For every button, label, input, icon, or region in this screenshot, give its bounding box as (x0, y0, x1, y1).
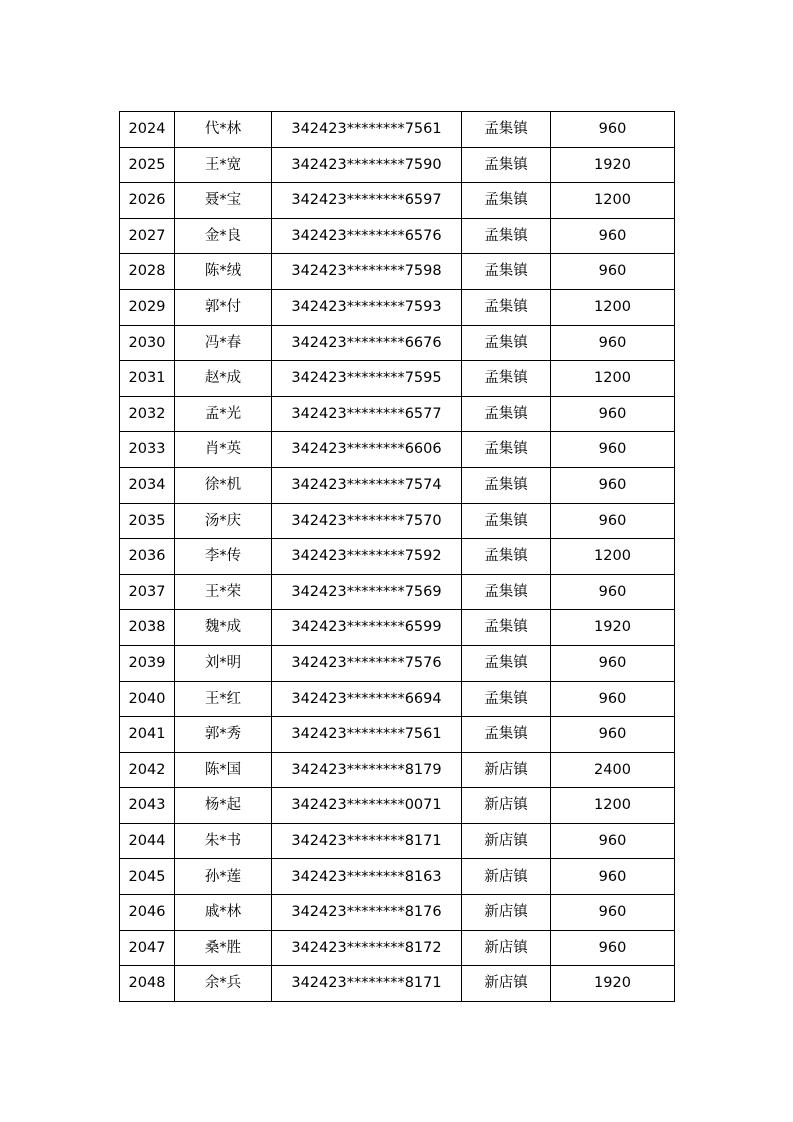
name-cell: 李*传 (175, 539, 272, 575)
id-number-cell: 342423********7569 (272, 574, 462, 610)
id-number-cell: 342423********8171 (272, 823, 462, 859)
town-cell: 孟集镇 (462, 539, 551, 575)
id-number-cell: 342423********7570 (272, 503, 462, 539)
id-number-cell: 342423********7590 (272, 147, 462, 183)
amount-cell: 960 (551, 218, 675, 254)
town-cell: 孟集镇 (462, 396, 551, 432)
name-cell: 冯*春 (175, 325, 272, 361)
name-cell: 赵*成 (175, 361, 272, 397)
amount-cell: 1200 (551, 289, 675, 325)
name-cell: 王*宽 (175, 147, 272, 183)
row-number-cell: 2047 (120, 930, 175, 966)
id-number-cell: 342423********6576 (272, 218, 462, 254)
table-row (120, 361, 675, 397)
id-number-cell: 342423********7593 (272, 289, 462, 325)
table-row (120, 147, 675, 183)
id-number-cell: 342423********6597 (272, 183, 462, 219)
town-cell: 孟集镇 (462, 112, 551, 148)
name-cell: 朱*书 (175, 823, 272, 859)
row-number-cell: 2041 (120, 717, 175, 753)
table-row (120, 645, 675, 681)
name-cell: 汤*庆 (175, 503, 272, 539)
id-number-cell: 342423********7574 (272, 467, 462, 503)
town-cell: 新店镇 (462, 930, 551, 966)
id-number-cell: 342423********8171 (272, 966, 462, 1002)
amount-cell: 960 (551, 432, 675, 468)
name-cell: 刘*明 (175, 645, 272, 681)
town-cell: 孟集镇 (462, 717, 551, 753)
row-number-cell: 2026 (120, 183, 175, 219)
town-cell: 孟集镇 (462, 361, 551, 397)
town-cell: 新店镇 (462, 895, 551, 931)
town-cell: 孟集镇 (462, 289, 551, 325)
id-number-cell: 342423********7598 (272, 254, 462, 290)
row-number-cell: 2042 (120, 752, 175, 788)
town-cell: 孟集镇 (462, 467, 551, 503)
name-cell: 王*荣 (175, 574, 272, 610)
town-cell: 孟集镇 (462, 254, 551, 290)
town-cell: 孟集镇 (462, 610, 551, 646)
row-number-cell: 2043 (120, 788, 175, 824)
roster-table (119, 111, 675, 1002)
name-cell: 孟*光 (175, 396, 272, 432)
table-row (120, 112, 675, 148)
table-row (120, 752, 675, 788)
town-cell: 孟集镇 (462, 218, 551, 254)
row-number-cell: 2036 (120, 539, 175, 575)
row-number-cell: 2034 (120, 467, 175, 503)
row-number-cell: 2038 (120, 610, 175, 646)
table-row (120, 289, 675, 325)
amount-cell: 960 (551, 112, 675, 148)
name-cell: 杨*起 (175, 788, 272, 824)
row-number-cell: 2048 (120, 966, 175, 1002)
amount-cell: 960 (551, 859, 675, 895)
id-number-cell: 342423********6694 (272, 681, 462, 717)
table-row (120, 859, 675, 895)
town-cell: 孟集镇 (462, 645, 551, 681)
table-row (120, 539, 675, 575)
name-cell: 余*兵 (175, 966, 272, 1002)
row-number-cell: 2031 (120, 361, 175, 397)
row-number-cell: 2033 (120, 432, 175, 468)
row-number-cell: 2046 (120, 895, 175, 931)
id-number-cell: 342423********7576 (272, 645, 462, 681)
amount-cell: 1920 (551, 966, 675, 1002)
name-cell: 肖*英 (175, 432, 272, 468)
id-number-cell: 342423********8163 (272, 859, 462, 895)
table-row (120, 895, 675, 931)
name-cell: 徐*机 (175, 467, 272, 503)
amount-cell: 1920 (551, 610, 675, 646)
amount-cell: 960 (551, 717, 675, 753)
town-cell: 孟集镇 (462, 681, 551, 717)
name-cell: 陈*国 (175, 752, 272, 788)
name-cell: 金*良 (175, 218, 272, 254)
name-cell: 聂*宝 (175, 183, 272, 219)
row-number-cell: 2044 (120, 823, 175, 859)
town-cell: 孟集镇 (462, 503, 551, 539)
row-number-cell: 2037 (120, 574, 175, 610)
roster-table-body (120, 112, 675, 1002)
id-number-cell: 342423********6676 (272, 325, 462, 361)
amount-cell: 960 (551, 681, 675, 717)
amount-cell: 960 (551, 574, 675, 610)
table-row (120, 432, 675, 468)
id-number-cell: 342423********6577 (272, 396, 462, 432)
id-number-cell: 342423********0071 (272, 788, 462, 824)
amount-cell: 1200 (551, 183, 675, 219)
row-number-cell: 2027 (120, 218, 175, 254)
table-row (120, 717, 675, 753)
table-row (120, 823, 675, 859)
id-number-cell: 342423********7592 (272, 539, 462, 575)
row-number-cell: 2045 (120, 859, 175, 895)
town-cell: 孟集镇 (462, 325, 551, 361)
row-number-cell: 2028 (120, 254, 175, 290)
amount-cell: 960 (551, 396, 675, 432)
amount-cell: 960 (551, 325, 675, 361)
table-row (120, 788, 675, 824)
amount-cell: 1920 (551, 147, 675, 183)
id-number-cell: 342423********6599 (272, 610, 462, 646)
id-number-cell: 342423********8179 (272, 752, 462, 788)
amount-cell: 2400 (551, 752, 675, 788)
id-number-cell: 342423********7561 (272, 112, 462, 148)
amount-cell: 960 (551, 930, 675, 966)
town-cell: 新店镇 (462, 788, 551, 824)
name-cell: 王*红 (175, 681, 272, 717)
amount-cell: 1200 (551, 788, 675, 824)
amount-cell: 960 (551, 503, 675, 539)
town-cell: 孟集镇 (462, 432, 551, 468)
name-cell: 代*林 (175, 112, 272, 148)
id-number-cell: 342423********8176 (272, 895, 462, 931)
table-row (120, 467, 675, 503)
amount-cell: 960 (551, 895, 675, 931)
name-cell: 陈*绒 (175, 254, 272, 290)
amount-cell: 960 (551, 467, 675, 503)
name-cell: 魏*成 (175, 610, 272, 646)
row-number-cell: 2030 (120, 325, 175, 361)
table-row (120, 681, 675, 717)
id-number-cell: 342423********7595 (272, 361, 462, 397)
name-cell: 孙*莲 (175, 859, 272, 895)
row-number-cell: 2032 (120, 396, 175, 432)
row-number-cell: 2024 (120, 112, 175, 148)
town-cell: 新店镇 (462, 752, 551, 788)
name-cell: 桑*胜 (175, 930, 272, 966)
town-cell: 孟集镇 (462, 147, 551, 183)
id-number-cell: 342423********6606 (272, 432, 462, 468)
id-number-cell: 342423********7561 (272, 717, 462, 753)
town-cell: 孟集镇 (462, 183, 551, 219)
name-cell: 郭*秀 (175, 717, 272, 753)
row-number-cell: 2035 (120, 503, 175, 539)
amount-cell: 960 (551, 645, 675, 681)
table-row (120, 930, 675, 966)
amount-cell: 960 (551, 254, 675, 290)
table-row (120, 610, 675, 646)
amount-cell: 960 (551, 823, 675, 859)
town-cell: 孟集镇 (462, 574, 551, 610)
id-number-cell: 342423********8172 (272, 930, 462, 966)
table-row (120, 183, 675, 219)
row-number-cell: 2040 (120, 681, 175, 717)
town-cell: 新店镇 (462, 859, 551, 895)
table-row (120, 325, 675, 361)
row-number-cell: 2025 (120, 147, 175, 183)
table-row (120, 218, 675, 254)
table-row (120, 503, 675, 539)
amount-cell: 1200 (551, 539, 675, 575)
town-cell: 新店镇 (462, 823, 551, 859)
amount-cell: 1200 (551, 361, 675, 397)
row-number-cell: 2039 (120, 645, 175, 681)
table-row (120, 396, 675, 432)
table-row (120, 254, 675, 290)
table-row (120, 966, 675, 1002)
name-cell: 戚*林 (175, 895, 272, 931)
table-row (120, 574, 675, 610)
row-number-cell: 2029 (120, 289, 175, 325)
name-cell: 郭*付 (175, 289, 272, 325)
town-cell: 新店镇 (462, 966, 551, 1002)
